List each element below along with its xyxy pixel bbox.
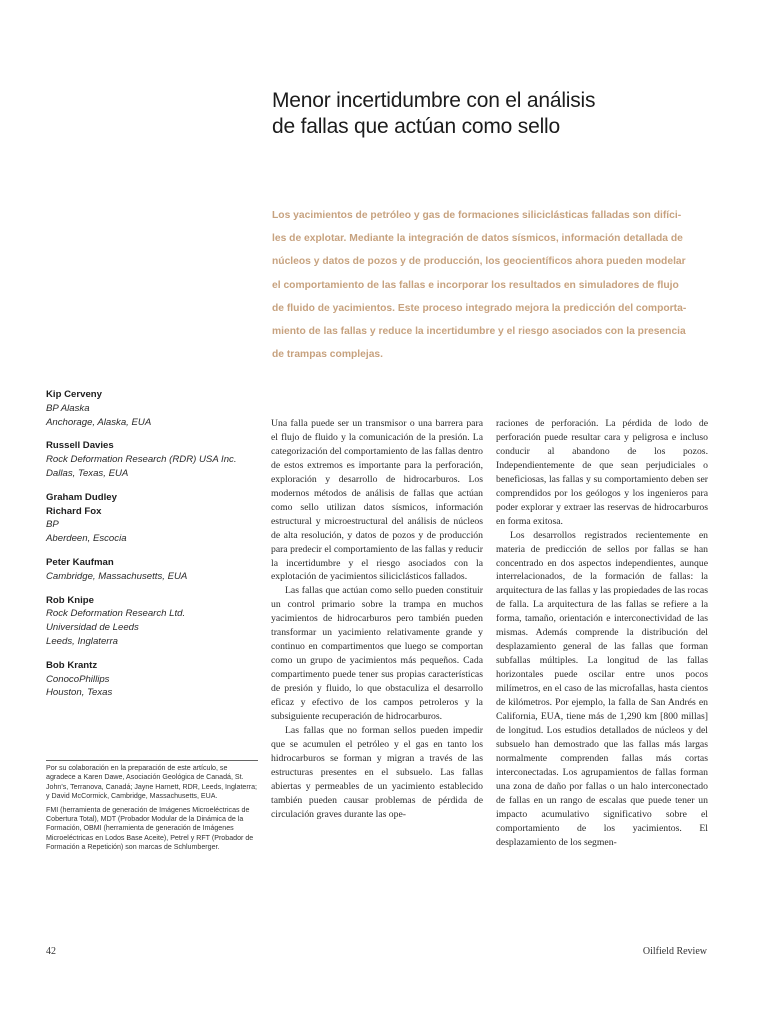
abstract-line: núcleos y datos de pozos y de producción, los geocientíficos ahora pueden modelar xyxy=(272,256,686,268)
author-name: Peter Kaufman xyxy=(46,556,114,568)
body-paragraph: Los desarrollos registrados recientemente en materia de predicción de sellos por fallas se han concentrado en dos aspectos independientes, aunque interrelacionados, de la formación de fallas: la arquitectura de las fallas y las propiedades de las rocas de falla. La arquitectura de las fallas se refiere a la forma, tamaño, orientación e interconectividad de las mismas. Además comprende la distribución del desplazamiento general de las fallas que forman subfallas múltiples. La longitud de las fallas horizontales puede oscilar entre unos pocos milímetros, en el caso de las microfallas, hasta cientos de kilómetros. Por ejemplo, la falla de San Andrés en California, EUA, tiene más de 1,290 km [800 millas] de longitud. Los estudios detallados de núcleos y del subsuelo han demostrado que las fallas más largas normalmente comprenden fallas más cortas interconectadas. Los agrupamientos de fallas forman una zona de daño por fallas o un halo interconectado de fallas en un rango de escalas que puede tener un impacto acumulativo significativo sobre el comportamiento de los yacimientos. El desplazamiento de los segmen- xyxy=(496,529,708,848)
body-paragraph: raciones de perforación. La pérdida de lodo de perforación puede resultar cara y peligrosa e incluso conducir al abandono de los pozos. Independientemente de que sean perjudiciales o beneficiosas, las fallas y su comportamiento deben ser comprendidos por los geólogos y los ingenieros para poder explorar y extraer las reservas de hidrocarburos en forma exitosa. xyxy=(496,418,708,527)
abstract xyxy=(272,204,706,366)
author-affiliation: Dallas, Texas, EUA xyxy=(46,467,129,479)
author-name: Rob Knipe xyxy=(46,594,94,606)
author-name: Kip Cerveny xyxy=(46,389,102,400)
abstract-line: Los yacimientos de petróleo y gas de formaciones siliciclásticas falladas son difíci- xyxy=(272,210,682,221)
abstract-line: les de explotar. Mediante la integración de datos sísmicos, información detallada de xyxy=(272,233,683,245)
acknowledgement-text: Por su colaboración en la preparación de este artículo, se agradece a Karen Dawe, Asociación Geológica de Canadá, St. John's, Terranova, Canadá; Jayne Harnett, RDR, Leeds, Inglaterra; y David McCormick, Cambridge, Massachusetts, EUA. xyxy=(46,764,257,801)
author-affiliation: Anchorage, Alaska, EUA xyxy=(46,416,152,428)
title-line-1: Menor incertidumbre con el análisis xyxy=(272,89,596,112)
author-name: Russell Davies xyxy=(46,440,114,452)
author-entry xyxy=(46,491,256,546)
author-entry xyxy=(46,659,256,700)
author-affiliation: Rock Deformation Research (RDR) USA Inc. xyxy=(46,454,237,466)
abstract-line: de fluido de yacimientos. Este proceso integrado mejora la predicción del comporta- xyxy=(272,302,687,314)
author-list xyxy=(46,388,256,710)
page-number: 42 xyxy=(46,946,56,957)
author-affiliation: Universidad de Leeds xyxy=(46,622,139,634)
author-name: Graham Dudley xyxy=(46,491,117,503)
body-paragraph: Una falla puede ser un transmisor o una barrera para el flujo de fluido y la comunicación de la presión. La categorización del comportamiento de las fallas dentro de estos extremos es importante para la perforación, exploración y desarrollo de hidrocarburos. Los modernos métodos de análisis de fallas que actúan como sello utilizan datos sísmicos, información estructural y microestructural del análisis de núcleos de alta resolución, y datos de pozos y de producción para predecir el comportamiento de las fallas y reducir la incertidumbre y el riesgo asociados con la explotación de yacimientos siliciclásticos fallados. xyxy=(271,418,483,583)
abstract-line: miento de las fallas y reduce la incertidumbre y el riesgo asociados con la presencia xyxy=(272,326,686,338)
body-column-1 xyxy=(271,417,483,822)
author-affiliation: BP Alaska xyxy=(46,402,90,414)
author-affiliation: ConocoPhillips xyxy=(46,673,110,685)
author-entry xyxy=(46,556,256,584)
author-affiliation: Cambridge, Massachusetts, EUA xyxy=(46,570,188,582)
trademark-text: FMI (herramienta de generación de Imágenes Microeléctricas de Cobertura Total), MDT (Probador Modular de la Dinámica de la Formación, OBMI (herramienta de generación de Imágenes Microeléctricas en Lodos Base Aceite), Petrel y RFT (Probador de Formación a Repetición) son marcas de Schlumberger. xyxy=(46,805,254,852)
abstract-line: de trampas complejas. xyxy=(272,349,384,361)
author-affiliation: BP xyxy=(46,519,59,531)
author-name: Bob Krantz xyxy=(46,659,98,671)
author-affiliation: Leeds, Inglaterra xyxy=(46,635,118,647)
abstract-line: el comportamiento de las fallas e incorporar los resultados en simuladores de flujo xyxy=(272,279,679,291)
author-affiliation: Aberdeen, Escocia xyxy=(46,533,127,545)
author-entry xyxy=(46,388,256,429)
author-entry xyxy=(46,594,256,649)
title-line-2: de fallas que actúan como sello xyxy=(272,115,560,138)
acknowledgement-notes xyxy=(46,760,258,857)
body-paragraph: Las fallas que actúan como sello pueden constituir un control primario sobre la trampa en muchos yacimientos de hidrocarburos pero también pueden transformar un yacimiento relativamente grande y continuo en compartimentos que luego se comportan como un grupo de yacimientos más pequeños. Cada compartimento puede tener sus propias características de presión y fluido, lo que obstaculiza el desarrollo eficaz y efectivo de los campos petroleros y la subsiguiente recuperación de hidrocarburos. xyxy=(271,585,483,723)
publication-name: Oilfield Review xyxy=(642,946,707,957)
author-entry xyxy=(46,439,256,480)
body-column-2 xyxy=(496,417,708,850)
author-affiliation: Houston, Texas xyxy=(46,687,113,699)
body-paragraph: Las fallas que no forman sellos pueden impedir que se acumulen el petróleo y el gas en tanto los hidrocarburos se forman y migran a través de las estructuras presentes en el subsuelo. Las fallas abiertas y permeables de un yacimiento establecido también pueden causar problemas de pérdida de circulación graves durante las ope- xyxy=(271,724,483,820)
author-affiliation: Rock Deformation Research Ltd. xyxy=(46,608,186,620)
article-title xyxy=(272,88,692,140)
author-name: Richard Fox xyxy=(46,505,102,517)
